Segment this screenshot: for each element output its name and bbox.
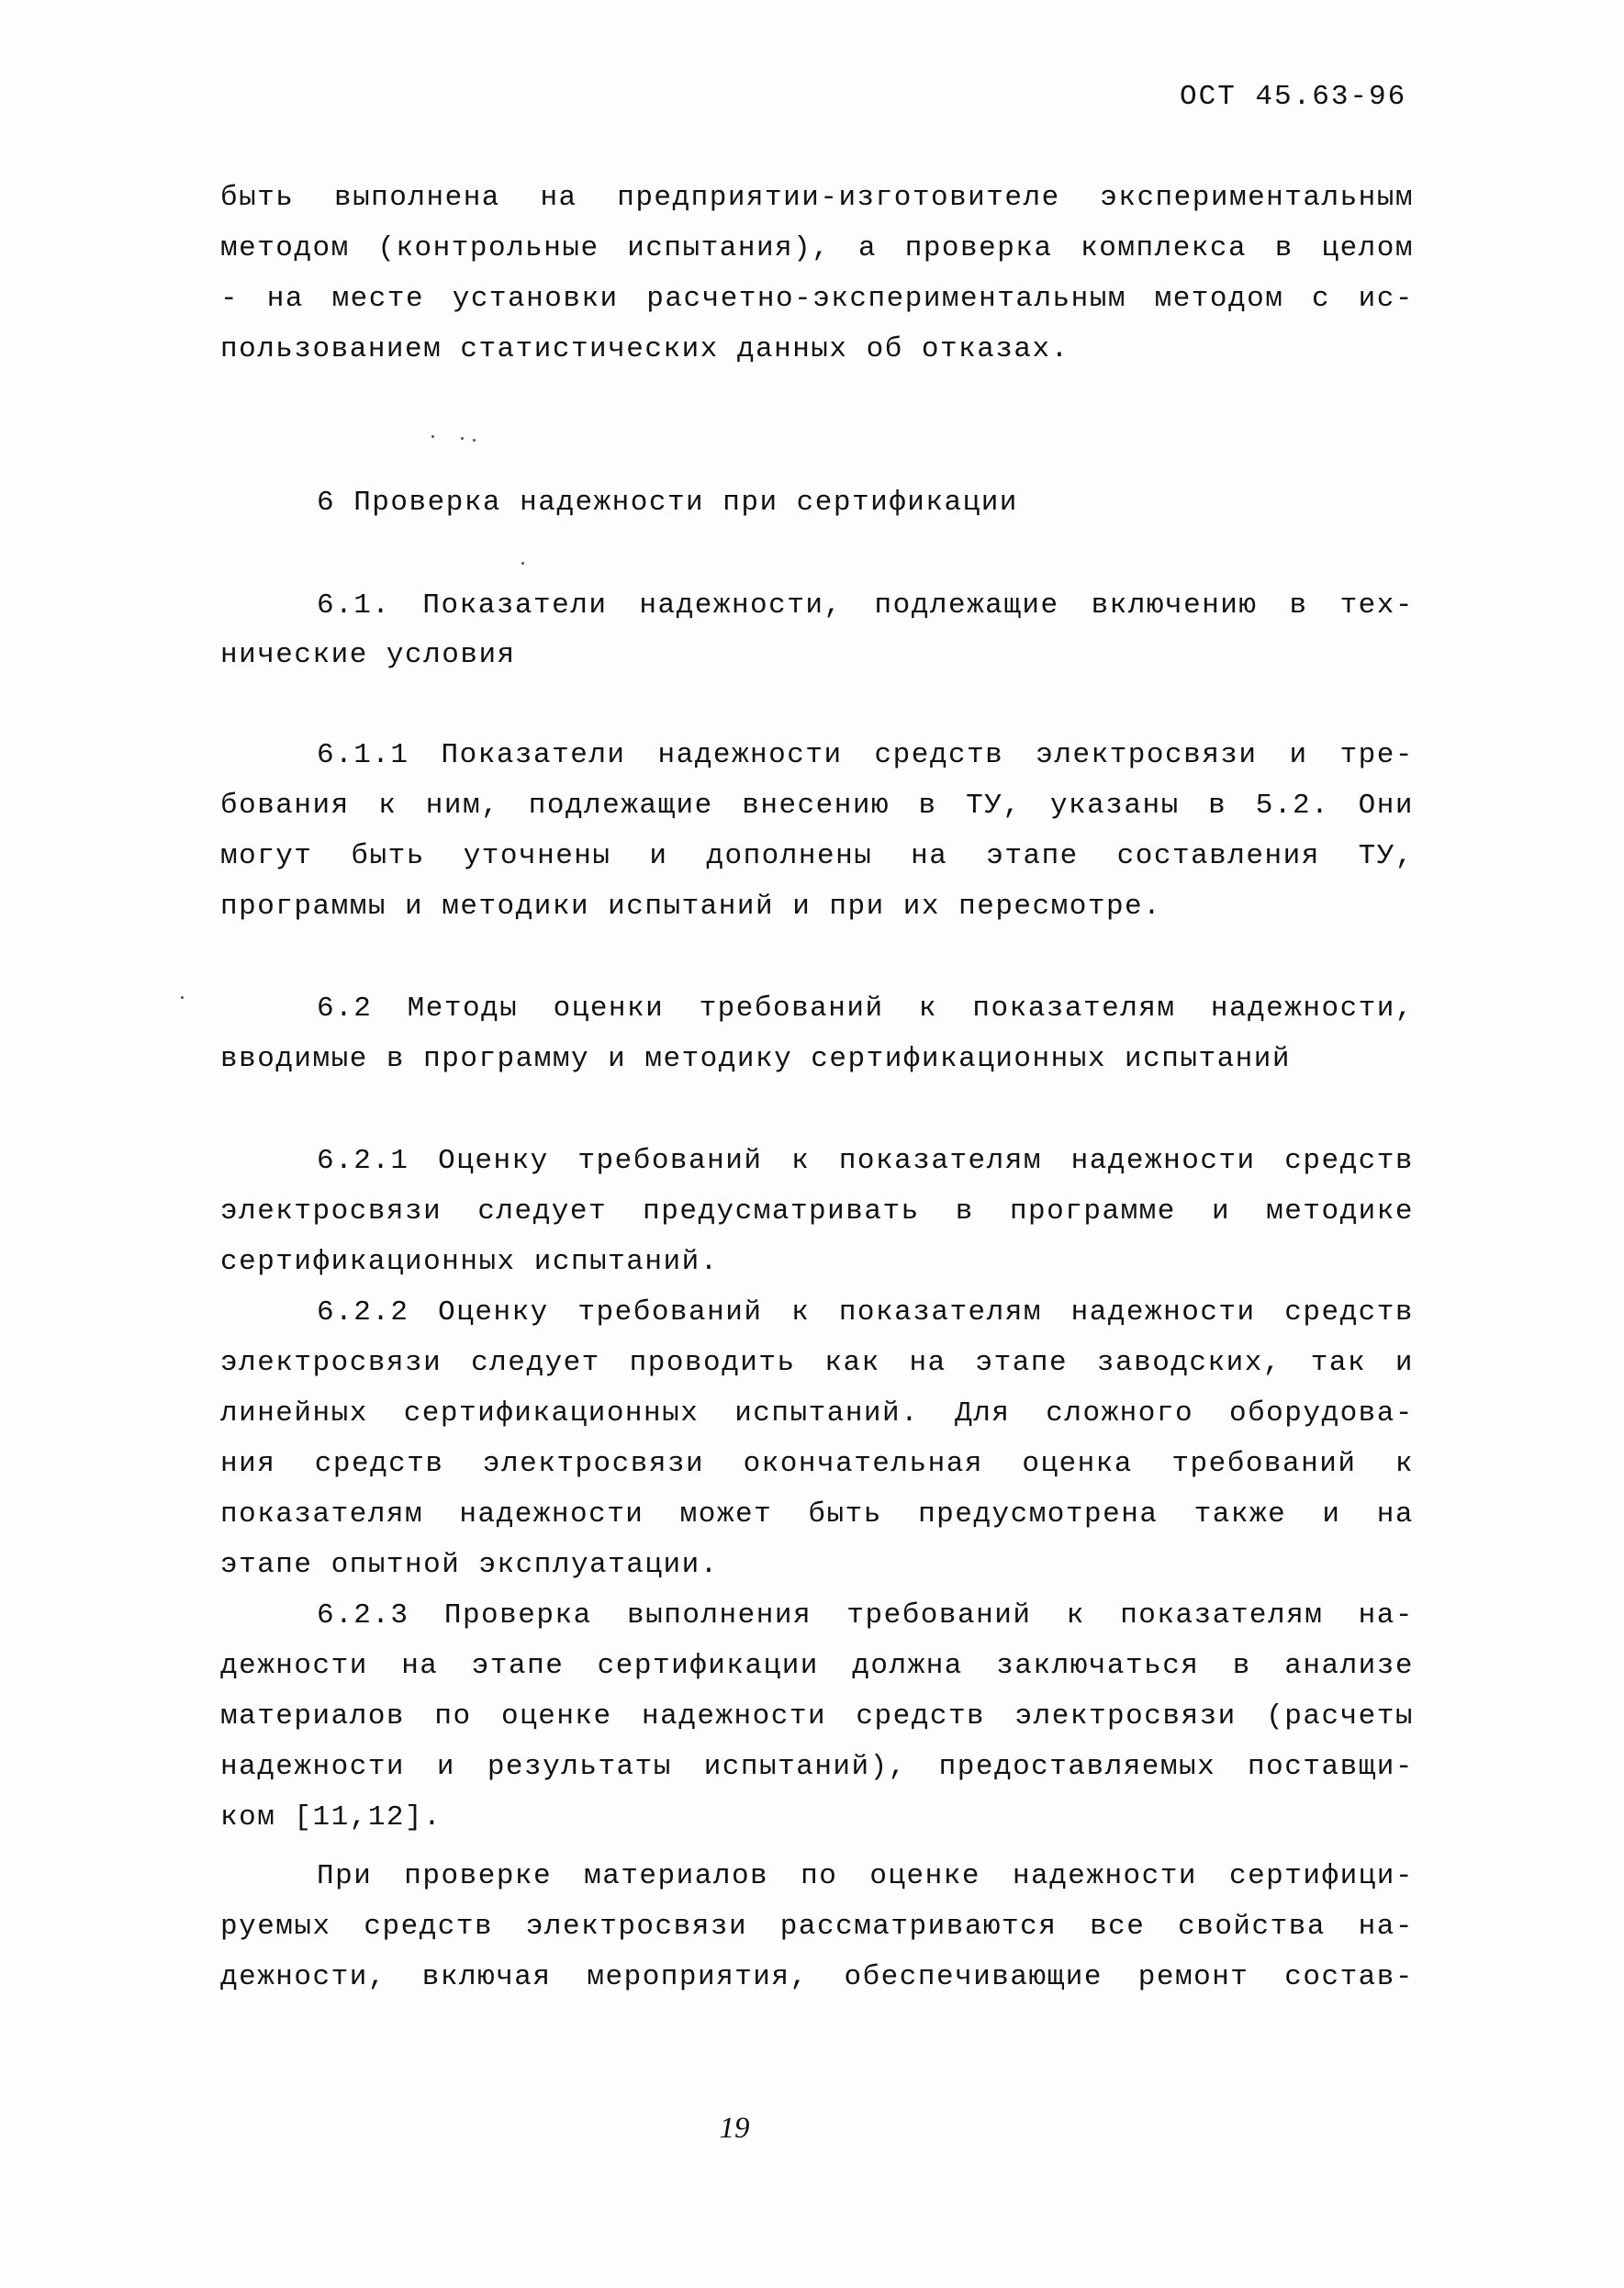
text-line: 6.1.1 Показатели надежности средств электросвязи и тре-	[317, 739, 1414, 771]
subsection-heading: вводимые в программу и методику сертификационных испытаний	[220, 1043, 1291, 1075]
section-heading: 6 Проверка надежности при сертификации	[317, 487, 1018, 519]
text-line: руемых средств электросвязи рассматриваются все свойства на-	[220, 1911, 1414, 1943]
scan-speck	[461, 437, 464, 440]
text-line: 6.2.2 Оценку требований к показателям надежности средств	[317, 1296, 1414, 1329]
scan-speck	[181, 996, 184, 999]
scan-speck	[521, 562, 524, 565]
text-line: программы и методики испытаний и при их пересмотре.	[220, 891, 1162, 923]
scan-speck	[473, 439, 476, 442]
text-line: этапе опытной эксплуатации.	[220, 1549, 719, 1581]
text-line: электросвязи следует проводить как на этапе заводских, так и	[220, 1347, 1414, 1379]
subsection-heading: 6.1. Показатели надежности, подлежащие включению в тех-	[317, 589, 1414, 622]
text-line: 6.2.1 Оценку требований к показателям надежности средств	[317, 1145, 1414, 1177]
text-line: показателям надежности может быть предусмотрена также и на	[220, 1498, 1414, 1531]
scan-speck	[431, 435, 434, 438]
text-line: линейных сертификационных испытаний. Для сложного оборудова-	[220, 1397, 1414, 1430]
text-line: методом (контрольные испытания), а проверка комплекса в целом	[220, 232, 1414, 264]
text-line: ком [11,12].	[220, 1801, 442, 1834]
text-line: пользованием статистических данных об отказах.	[220, 333, 1070, 365]
text-line: ния средств электросвязи окончательная оценка требований к	[220, 1448, 1414, 1480]
subsection-heading: 6.2 Методы оценки требований к показателям надежности,	[317, 993, 1414, 1025]
text-line: бования к ним, подлежащие внесению в ТУ, указаны в 5.2. Они	[220, 790, 1414, 822]
page-number: 19	[719, 2112, 750, 2145]
text-line: могут быть уточнены и дополнены на этапе составления ТУ,	[220, 840, 1414, 872]
text-line: дежности, включая мероприятия, обеспечивающие ремонт состав-	[220, 1961, 1414, 1993]
text-line: При проверке материалов по оценке надежности сертифици-	[317, 1860, 1414, 1892]
text-line: электросвязи следует предусматривать в программе и методике	[220, 1195, 1414, 1228]
text-line: - на месте установки расчетно-экспериментальным методом с ис-	[220, 283, 1414, 315]
text-line: материалов по оценке надежности средств электросвязи (расчеты	[220, 1700, 1414, 1733]
text-line: сертификационных испытаний.	[220, 1246, 719, 1278]
subsection-heading: нические условия	[220, 639, 516, 671]
text-line: надежности и результаты испытаний), предоставляемых поставщи-	[220, 1751, 1414, 1783]
text-line: 6.2.3 Проверка выполнения требований к показателям на-	[317, 1599, 1414, 1632]
document-code: ОСТ 45.63-96	[1180, 81, 1407, 113]
text-line: быть выполнена на предприятии-изготовителе экспериментальным	[220, 182, 1414, 214]
text-line: дежности на этапе сертификации должна заключаться в анализе	[220, 1650, 1414, 1682]
